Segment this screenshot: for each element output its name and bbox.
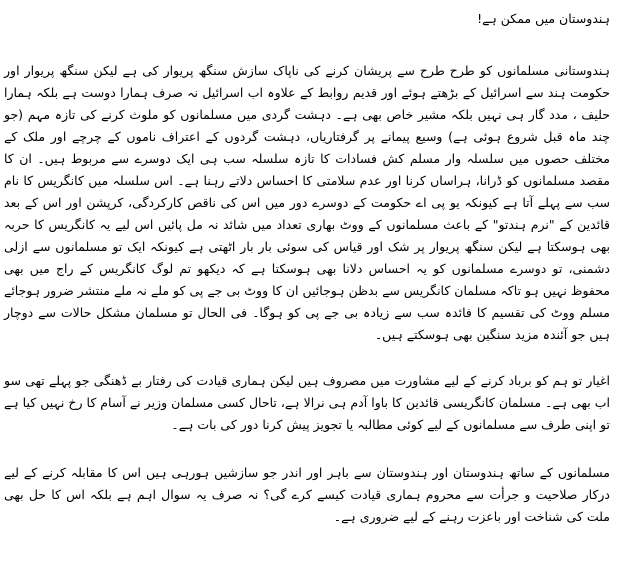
article-page: [4, 0, 612, 580]
article-title: ہندوستان میں ممکن ہے!: [477, 11, 610, 26]
paragraph-3: مسلمانوں کے ساتھ ہندوستان اور ہندوستان سے باہر اور اندر جو سازشیں ہورہی ہیں اس کا مقابلہ کرنے کے لیے درکار صلاحیت و جرأت سے محروم ہماری قیادت کیسے کرے گی؟ نہ صرف یہ سوال اہم ہے بلکہ اس کا حل بھی ملت کی شناخت اور باعزت رہنے کے لیے ضروری ہے۔: [4, 465, 610, 524]
paragraph-2: اغیار تو ہم کو برباد کرنے کے لیے مشاورت میں مصروف ہیں لیکن ہماری قیادت کی رفتار بے ڈھنگی جو پہلے تھی سو اب بھی ہے۔ مسلمان کانگریسی قائدین کا باوا آدم ہی نرالا ہے، تاحال کسی مسلمان وزیر نے آسام کا رخ نہیں کیا ہے تو اپنی طرف سے مسلمانوں کے لیے کوئی مطالبہ یا تجویز پیش کرنا دور کی بات ہے۔: [4, 373, 610, 432]
paragraph-1: ہندوستانی مسلمانوں کو طرح طرح سے پریشان کرنے کی ناپاک سازش سنگھ پریوار کی ہے لیکن سنگھ پریوار اور حکومت ہند سے اسرائیل کے بڑھتے ہوئے اور قدیم روابط کے علاوہ اب اسرائیل نہ صرف ہمارا دوست ہے بلکہ ہمارا حلیف ، مدد گار ہی نہیں بلکہ مشیر خاص بھی ہے۔ دہشت گردی میں مسلمانوں کو ملوث کرنے کی تازہ مہم (جو چند ماہ قبل شروع ہوئی ہے) وسیع پیمانے پر گرفتاریاں، دہشت گردوں کے اعتراف ناموں کے چرچے اور ملک کے مختلف حصوں میں سلسلہ وار مسلم کش فسادات کا تازہ سلسلہ سب ہی ایک دوسرے سے مربوط ہیں۔ ان کا مقصد مسلمانوں کو ڈرانا، ہراساں کرنا اور عدم سلامتی کا احساس دلاتے رہنا ہے۔ اس سلسلہ میں کانگریس کا نام سب سے پہلے آتا ہے کیونکہ یو پی اے حکومت کے دوسرے دور میں اس کی ناقص کارکردگی، کرپشن اور اس کے بعد قائدین کے "نرم ہندتو" کے باعث مسلمانوں کے ووٹ بھاری تعداد میں شائد نہ مل پائیں اس لیے یہ کانگریس کا حربہ بھی ہوسکتا ہے لیکن سنگھ پریوار پر شک اور قیاس کی سوئی بار بار اٹھتی ہے کیونکہ ایک تو مسلمانوں سے ازلی دشمنی، تو دوسرے مسلمانوں کو یہ احساس دلانا بھی ہوسکتا ہے کہ دیکھو تم لوگ کانگریس کے راج میں بھی محفوظ نہیں ہو تاکہ مسلمان کانگریس سے بدظن ہوجائیں ان کا ووٹ بی جے پی کو ملے نہ ملے منتشر ضرور ہوجائے مسلم ووٹ کی تقسیم کا فائدہ سب سے زیادہ بی جے پی کو ہوگا۔ فی الحال تو مسلمان مشکل حالات سے دوچار ہیں جو آئندہ مزید سنگین بھی ہوسکتے ہیں۔: [4, 63, 610, 342]
